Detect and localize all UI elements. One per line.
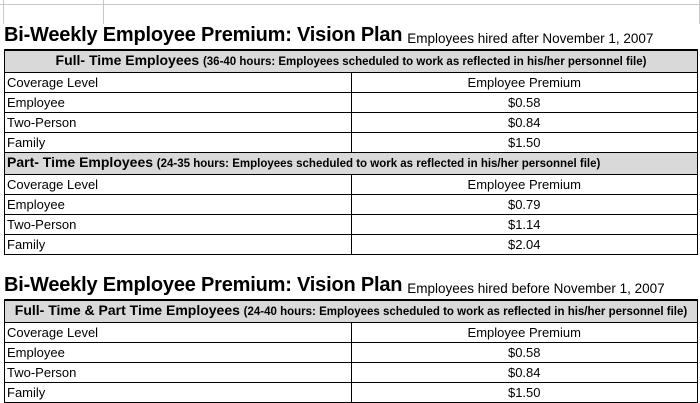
employee-premium-header: Employee Premium (351, 323, 698, 343)
premium-cell: $0.58 (351, 93, 698, 113)
coverage-level-header: Coverage Level (5, 175, 352, 195)
coverage-level-cell: Two-Person (5, 215, 352, 235)
section-title: Bi-Weekly Employee Premium: Vision Plan (4, 24, 403, 46)
coverage-level-header: Coverage Level (5, 73, 352, 93)
group-header-title: Full- Time Employees (55, 52, 200, 68)
section-subtitle: Employees hired after November 1, 2007 (407, 31, 654, 46)
premium-cell: $0.84 (351, 363, 698, 383)
sheet-gridline (3, 0, 4, 24)
table-row (5, 235, 698, 255)
coverage-level-header: Coverage Level (5, 323, 352, 343)
table-row (5, 113, 698, 133)
column-header-row (5, 175, 698, 195)
sheet-gridline (0, 4, 700, 5)
table-row (5, 343, 698, 363)
premium-cell: $0.79 (351, 195, 698, 215)
premium-cell: $1.50 (351, 383, 698, 403)
coverage-level-cell: Family (5, 383, 352, 403)
coverage-level-cell: Employee (5, 343, 352, 363)
group-header (5, 153, 698, 175)
premium-cell: $1.50 (351, 133, 698, 153)
coverage-level-cell: Two-Person (5, 363, 352, 383)
employee-premium-header: Employee Premium (351, 73, 698, 93)
premium-table (4, 300, 698, 403)
group-header-note: (24-35 hours: Employees scheduled to work as reflected in his/her personnel file) (156, 158, 601, 170)
vision-plan-after-2007 (4, 26, 698, 255)
group-header-row (5, 153, 698, 175)
section-subtitle: Employees hired before November 1, 2007 (407, 281, 665, 296)
premium-cell: $1.14 (351, 215, 698, 235)
group-header (5, 301, 698, 323)
section-title-row (4, 26, 698, 50)
premium-cell: $0.84 (351, 113, 698, 133)
table-row (5, 363, 698, 383)
table-row (5, 383, 698, 403)
group-header-row (5, 51, 698, 73)
vision-plan-before-2007 (4, 276, 698, 403)
table-row (5, 215, 698, 235)
column-header-row (5, 323, 698, 343)
coverage-level-cell: Family (5, 235, 352, 255)
group-header-row (5, 301, 698, 323)
group-header-title: Part- Time Employees (7, 154, 154, 170)
group-header (5, 51, 698, 73)
group-header-note: (24-40 hours: Employees scheduled to work as reflected in his/her personnel file) (243, 306, 688, 318)
table-row (5, 195, 698, 215)
group-header-note: (36-40 hours: Employees scheduled to work as reflected in his/her personnel file) (202, 56, 647, 68)
column-header-row (5, 73, 698, 93)
premium-cell: $0.58 (351, 343, 698, 363)
group-header-title: Full- Time & Part Time Employees (14, 302, 240, 318)
employee-premium-header: Employee Premium (351, 175, 698, 195)
coverage-level-cell: Two-Person (5, 113, 352, 133)
table-row (5, 93, 698, 113)
sheet-gridline (103, 0, 104, 24)
section-title-row (4, 276, 698, 300)
coverage-level-cell: Employee (5, 93, 352, 113)
premium-table (4, 50, 698, 255)
premium-cell: $2.04 (351, 235, 698, 255)
coverage-level-cell: Family (5, 133, 352, 153)
section-title: Bi-Weekly Employee Premium: Vision Plan (4, 274, 403, 296)
coverage-level-cell: Employee (5, 195, 352, 215)
table-row (5, 133, 698, 153)
